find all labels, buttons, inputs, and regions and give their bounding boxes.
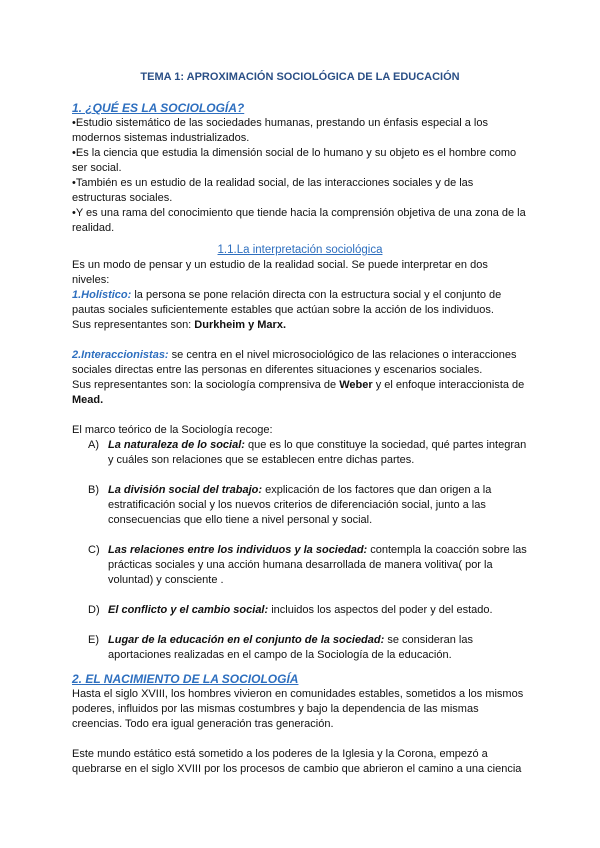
item-text: explicación de los factores que dan origen a la estratificación social y los nuevos criterios de diferenciación social, junto a las consecuencias que ello tiene a nivel personal y social. [108,484,492,526]
section-1-heading: 1. ¿QUÉ ES LA SOCIOLOGÍA? [72,101,245,115]
section-1-1-heading: 1.1.La interpretación sociológica [217,244,383,256]
list-item [72,633,528,663]
s1-bullet: •Estudio sistemático de las sociedades humanas, prestando un énfasis especial a los modernos sistemas industrializados. [72,117,488,144]
s1-bullet: •Y es una rama del conocimiento que tiende hacia la comprensión objetiva de una zona de la realidad. [72,207,526,234]
item-text: contempla la coacción sobre las prácticas sociales y una acción humana desarrollada de manera volitiva( por la voluntad) y consciente . [108,544,527,586]
list-marker: C) [88,544,100,556]
marco-intro: El marco teórico de la Sociología recoge: [72,424,273,436]
holistico-label: 1.Holístico: [72,289,132,301]
list-marker: D) [88,604,100,616]
representantes-1 [72,318,528,333]
representantes-2 [72,378,528,408]
holistico-text: la persona se pone relación directa con la estructura social y el conjunto de pautas sociales suficientemente estables que actúan sobre la acción de los individuos. [72,289,502,316]
item-text: incluidos los aspectos del poder y del estado. [268,604,493,616]
s11-intro: Es un modo de pensar y un estudio de la realidad social. Se puede interpretar en dos niveles: [72,259,488,286]
s2-paragraph-1: Hasta el siglo XVIII, los hombres vivieron en comunidades estables, sometidos a los mismos poderes, influidos por las mismas costumbres y bajo la dependencia de las mismas creencias. Todo era igual generación tras generación. [72,688,524,730]
rep2-mid: y el enfoque interaccionista de [372,379,525,391]
section-2-heading: 2. EL NACIMIENTO DE LA SOCIOLOGÍA [72,672,299,686]
list-marker: E) [88,634,99,646]
list-item [72,483,528,528]
document-title: TEMA 1: APROXIMACIÓN SOCIOLÓGICA DE LA EDUCACIÓN [140,71,460,83]
list-item [72,438,528,468]
inter-text: se centra en el nivel microsociológico de las relaciones o interacciones sociales directas entre las personas en diferentes situaciones y escenarios sociales. [72,349,517,376]
rep2-prefix: Sus representantes son: la sociología comprensiva de [72,379,340,391]
rep1-prefix: Sus representantes son: [72,319,195,331]
item-text: se consideran las aportaciones realizadas en el campo de la Sociología de la educación. [108,634,473,661]
item-label: El conflicto y el cambio social: [108,604,269,616]
rep2-name-weber: Weber [339,379,373,391]
item-label: Las relaciones entre los individuos y la sociedad: [108,544,368,556]
s2-paragraph-2: Este mundo estático está sometido a los poderes de la Iglesia y la Corona, empezó a quebrarse en el siglo XVIII por los procesos de cambio que abrieron el camino a una ciencia [72,748,522,775]
item-label: La división social del trabajo: [108,484,263,496]
item-text: que es lo que constituye la sociedad, qué partes integran y cuáles son relaciones que se establecen entre dichas partes. [108,439,527,466]
interaccionistas-paragraph [72,348,528,378]
rep1-names: Durkheim y Marx. [194,319,286,331]
item-label: Lugar de la educación en el conjunto de la sociedad: [108,634,385,646]
s1-bullet: •También es un estudio de la realidad social, de las interacciones sociales y de las estructuras sociales. [72,177,474,204]
list-item [72,543,528,588]
list-marker: B) [88,484,99,496]
list-item [72,603,528,618]
s1-bullet: •Es la ciencia que estudia la dimensión social de lo humano y su objeto es el hombre como ser social. [72,147,517,174]
inter-label: 2.Interaccionistas: [72,349,169,361]
list-marker: A) [88,439,99,451]
holistico-paragraph [72,288,528,318]
item-label: La naturaleza de lo social: [108,439,245,451]
marco-list [72,438,528,663]
rep2-name-mead: Mead. [72,394,104,406]
